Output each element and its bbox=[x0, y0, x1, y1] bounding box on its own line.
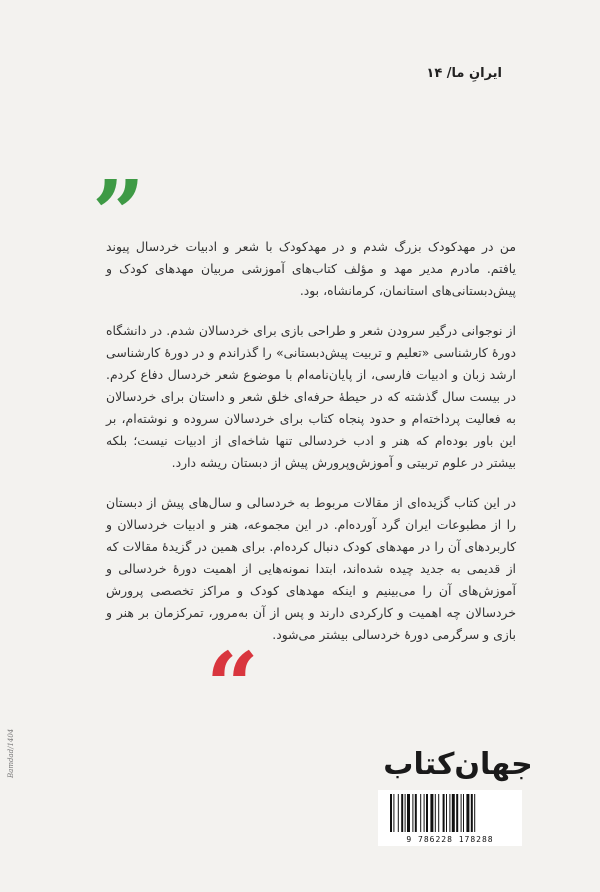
publisher-logo bbox=[378, 744, 538, 784]
blurb-paragraph: از نوجوانی درگیر سرودن شعر و طراحی بازی برای خردسالان شدم. در دانشگاه دورهٔ کارشناسی «تعلیم و تربیت پیش‌دبستانی» را گذراندم و در دورهٔ کارشناسی ارشد زبان و ادبیات فارسی، از پایان‌نامه‌ام با موضوع شعر خردسال دفاع کردم. در بیست سال گذشته که در حیطهٔ حرفه‌ای خلق شعر و داستان برای خردسالان به فعالیت پرداخته‌ام و حدود پنجاه کتاب برای خردسالان سروده و نوشته‌ام، بر این باور بوده‌ام که هنر و ادب خردسالی تنها شاخه‌ای از ادبیات نیست؛ بلکه بیشتر در علوم تربیتی و آموزش‌وپرورش پیش از دبستان ریشه دارد. bbox=[106, 323, 516, 470]
isbn-barcode bbox=[378, 790, 522, 846]
series-title: ایرانِ ما/ ۱۴ bbox=[426, 66, 502, 81]
designer-credit: Bamdad/1404 bbox=[7, 728, 15, 778]
publisher-logo-text: جهان‌کتاب bbox=[383, 747, 533, 782]
blurb-paragraph: در این کتاب گزیده‌ای از مقالات مربوط به خردسالی و سال‌های پیش از دبستان را از مطبوعات ایران گرد آورده‌ام. در این مجموعه، هنر و ادبیات خردسالان و کاربردهای آن را در مهدهای کودک دنبال کرده‌ام. برای همین در گزیدهٔ مقالات که از قدیمی به جدید چیده شده‌اند، ابتدا نمونه‌هایی از اهمیت دورهٔ خردسالی و آموزش‌های آن را می‌بینیم و اینکه مهدهای کودک و مراکز تخصصی پرورش خردسالان چه اهمیت و کارکردی دارند و پس از آن به‌مرور، تمرکزمان بر هنر و بازی و سرگرمی دورهٔ خردسالی بیشتر می‌شود. bbox=[106, 495, 516, 642]
barcode-number: 9 786228 178288 bbox=[406, 835, 494, 844]
barcode-bars bbox=[388, 794, 512, 832]
blurb-text bbox=[106, 236, 516, 664]
closing-quote-mark: “ bbox=[206, 632, 259, 740]
blurb-paragraph: من در مهدکودک بزرگ شدم و در مهدکودک با شعر و ادبیات خردسال پیوند یافتم. مادرم مدیر مهد و مؤلف کتاب‌های آموزشی مربیان مهدهای کودک و پیش‌دبستانی‌های استانمان، کرمانشاه، بود. bbox=[106, 239, 516, 298]
opening-quote-mark: ” bbox=[92, 160, 145, 268]
